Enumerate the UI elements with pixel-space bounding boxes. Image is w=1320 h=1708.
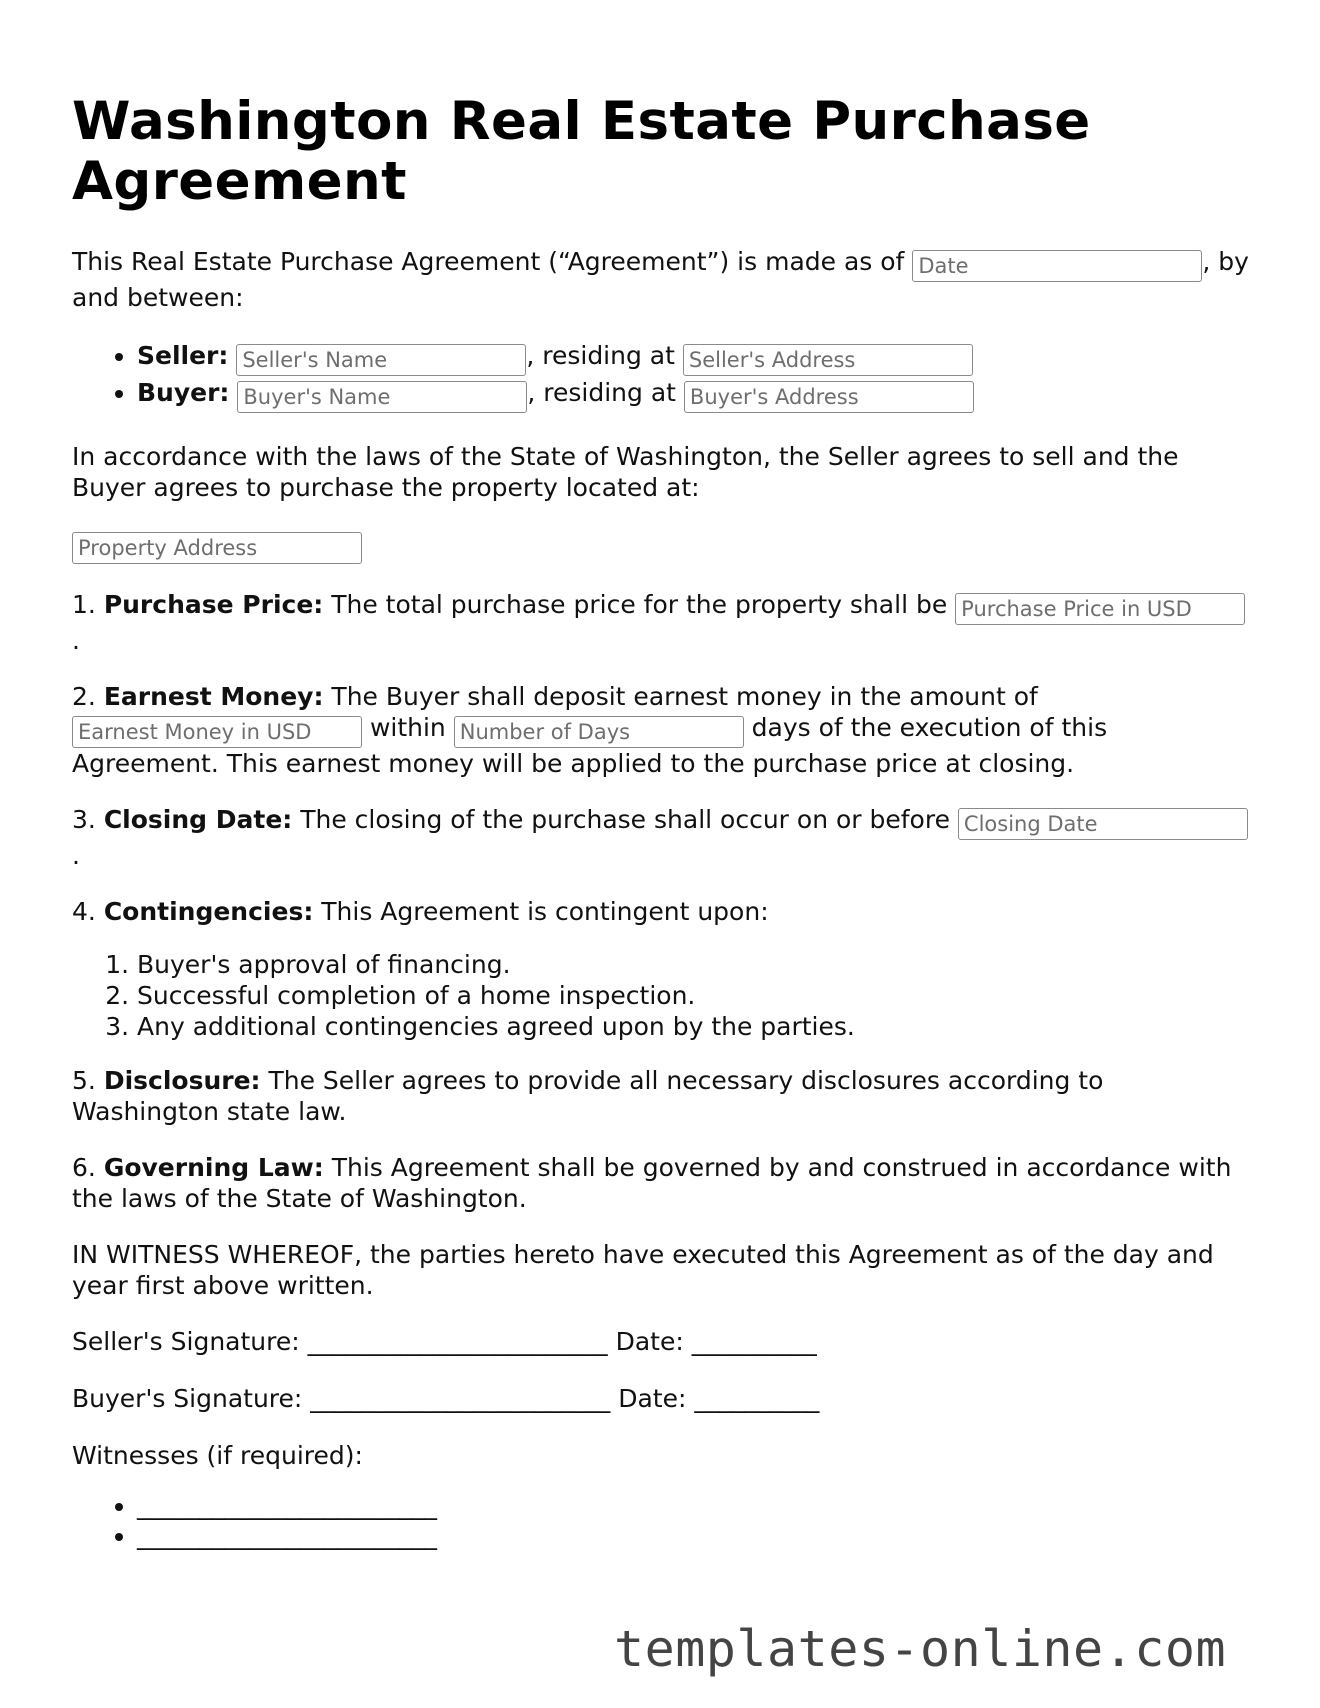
section-text-after: days of the execution of this Agreement. This earnest money will be applied to the purchase price at closing. bbox=[72, 713, 1108, 778]
earnest-money-field[interactable]: Earnest Money in USD bbox=[72, 716, 362, 748]
closing-date-field[interactable]: Closing Date bbox=[958, 808, 1248, 840]
section-text: This Agreement is contingent upon: bbox=[313, 897, 769, 926]
section-heading: Purchase Price: bbox=[103, 590, 324, 619]
section-governing-law bbox=[72, 1152, 1252, 1214]
section-closing-date bbox=[72, 804, 1252, 871]
section-text: The Buyer shall deposit earnest money in the amount of bbox=[323, 682, 1038, 711]
section-number: 4. bbox=[72, 897, 104, 926]
witness-line: • ________________________ bbox=[137, 1521, 1252, 1551]
section-disclosure bbox=[72, 1065, 1252, 1127]
section-number: 6. bbox=[72, 1153, 104, 1182]
section-heading: Earnest Money: bbox=[103, 682, 324, 711]
party-seller bbox=[137, 339, 1252, 376]
number-of-days-field[interactable]: Number of Days bbox=[454, 716, 744, 748]
section-end: . bbox=[72, 841, 80, 870]
seller-label: Seller: bbox=[137, 341, 229, 370]
section-heading: Closing Date: bbox=[103, 805, 293, 834]
section-heading: Contingencies: bbox=[103, 897, 314, 926]
witness-line: • ________________________ bbox=[137, 1491, 1252, 1521]
contingencies-list bbox=[72, 949, 1252, 1042]
section-number: 3. bbox=[72, 805, 104, 834]
property-address-line bbox=[72, 528, 1252, 564]
list-item: 2. Successful completion of a home inspection. bbox=[137, 980, 1252, 1011]
date-field[interactable]: Date bbox=[912, 250, 1202, 282]
intro-paragraph bbox=[72, 246, 1252, 313]
buyer-label: Buyer: bbox=[137, 378, 230, 407]
list-item: 1. Buyer's approval of financing. bbox=[137, 949, 1252, 980]
seller-signature-line: Seller's Signature: ________________________ Date: __________ bbox=[72, 1327, 817, 1356]
watermark: templates-online.com bbox=[614, 1620, 1227, 1678]
section-contingencies bbox=[72, 896, 1252, 927]
section-heading: Governing Law: bbox=[103, 1153, 324, 1182]
parties-list bbox=[72, 339, 1252, 413]
section-heading: Disclosure: bbox=[103, 1066, 261, 1095]
intro-text-after: , by and between: bbox=[72, 247, 1249, 312]
seller-name-field[interactable]: Seller's Name bbox=[236, 344, 526, 376]
section-number: 2. bbox=[72, 682, 104, 711]
section-text: The closing of the purchase shall occur on or before bbox=[292, 805, 958, 834]
within-text: within bbox=[362, 713, 454, 742]
section-text: This Agreement shall be governed by and construed in accordance with the laws of the State of Washington. bbox=[72, 1153, 1232, 1213]
property-address-field[interactable]: Property Address bbox=[72, 532, 362, 564]
buyer-name-field[interactable]: Buyer's Name bbox=[237, 381, 527, 413]
witnesses-label: Witnesses (if required): bbox=[72, 1441, 363, 1470]
section-text: The total purchase price for the property shall be bbox=[323, 590, 956, 619]
party-buyer bbox=[137, 376, 1252, 413]
section-text: The Seller agrees to provide all necessary disclosures according to Washington state law. bbox=[72, 1066, 1104, 1126]
list-item: 3. Any additional contingencies agreed upon by the parties. bbox=[137, 1011, 1252, 1042]
section-number: 5. bbox=[72, 1066, 104, 1095]
seller-residing-text: , residing at bbox=[526, 341, 683, 370]
section-earnest-money bbox=[72, 681, 1252, 779]
intro-text: This Real Estate Purchase Agreement (“Agreement”) is made as of bbox=[72, 247, 913, 276]
property-intro: In accordance with the laws of the State of Washington, the Seller agrees to sell and the Buyer agrees to purchase the property located at: bbox=[72, 442, 1179, 502]
buyer-residing-text: , residing at bbox=[527, 378, 684, 407]
witness-clause: IN WITNESS WHEREOF, the parties hereto have executed this Agreement as of the day and year first above written. bbox=[72, 1240, 1214, 1300]
witness-list bbox=[72, 1491, 1252, 1551]
section-end: . bbox=[72, 626, 80, 655]
section-number: 1. bbox=[72, 590, 104, 619]
seller-address-field[interactable]: Seller's Address bbox=[683, 344, 973, 376]
buyer-address-field[interactable]: Buyer's Address bbox=[684, 381, 974, 413]
document-title: Washington Real Estate Purchase Agreement bbox=[72, 91, 1091, 212]
document bbox=[72, 92, 1252, 1551]
purchase-price-field[interactable]: Purchase Price in USD bbox=[955, 593, 1245, 625]
section-purchase-price bbox=[72, 589, 1252, 656]
buyer-signature-line: Buyer's Signature: ________________________ Date: __________ bbox=[72, 1384, 820, 1413]
